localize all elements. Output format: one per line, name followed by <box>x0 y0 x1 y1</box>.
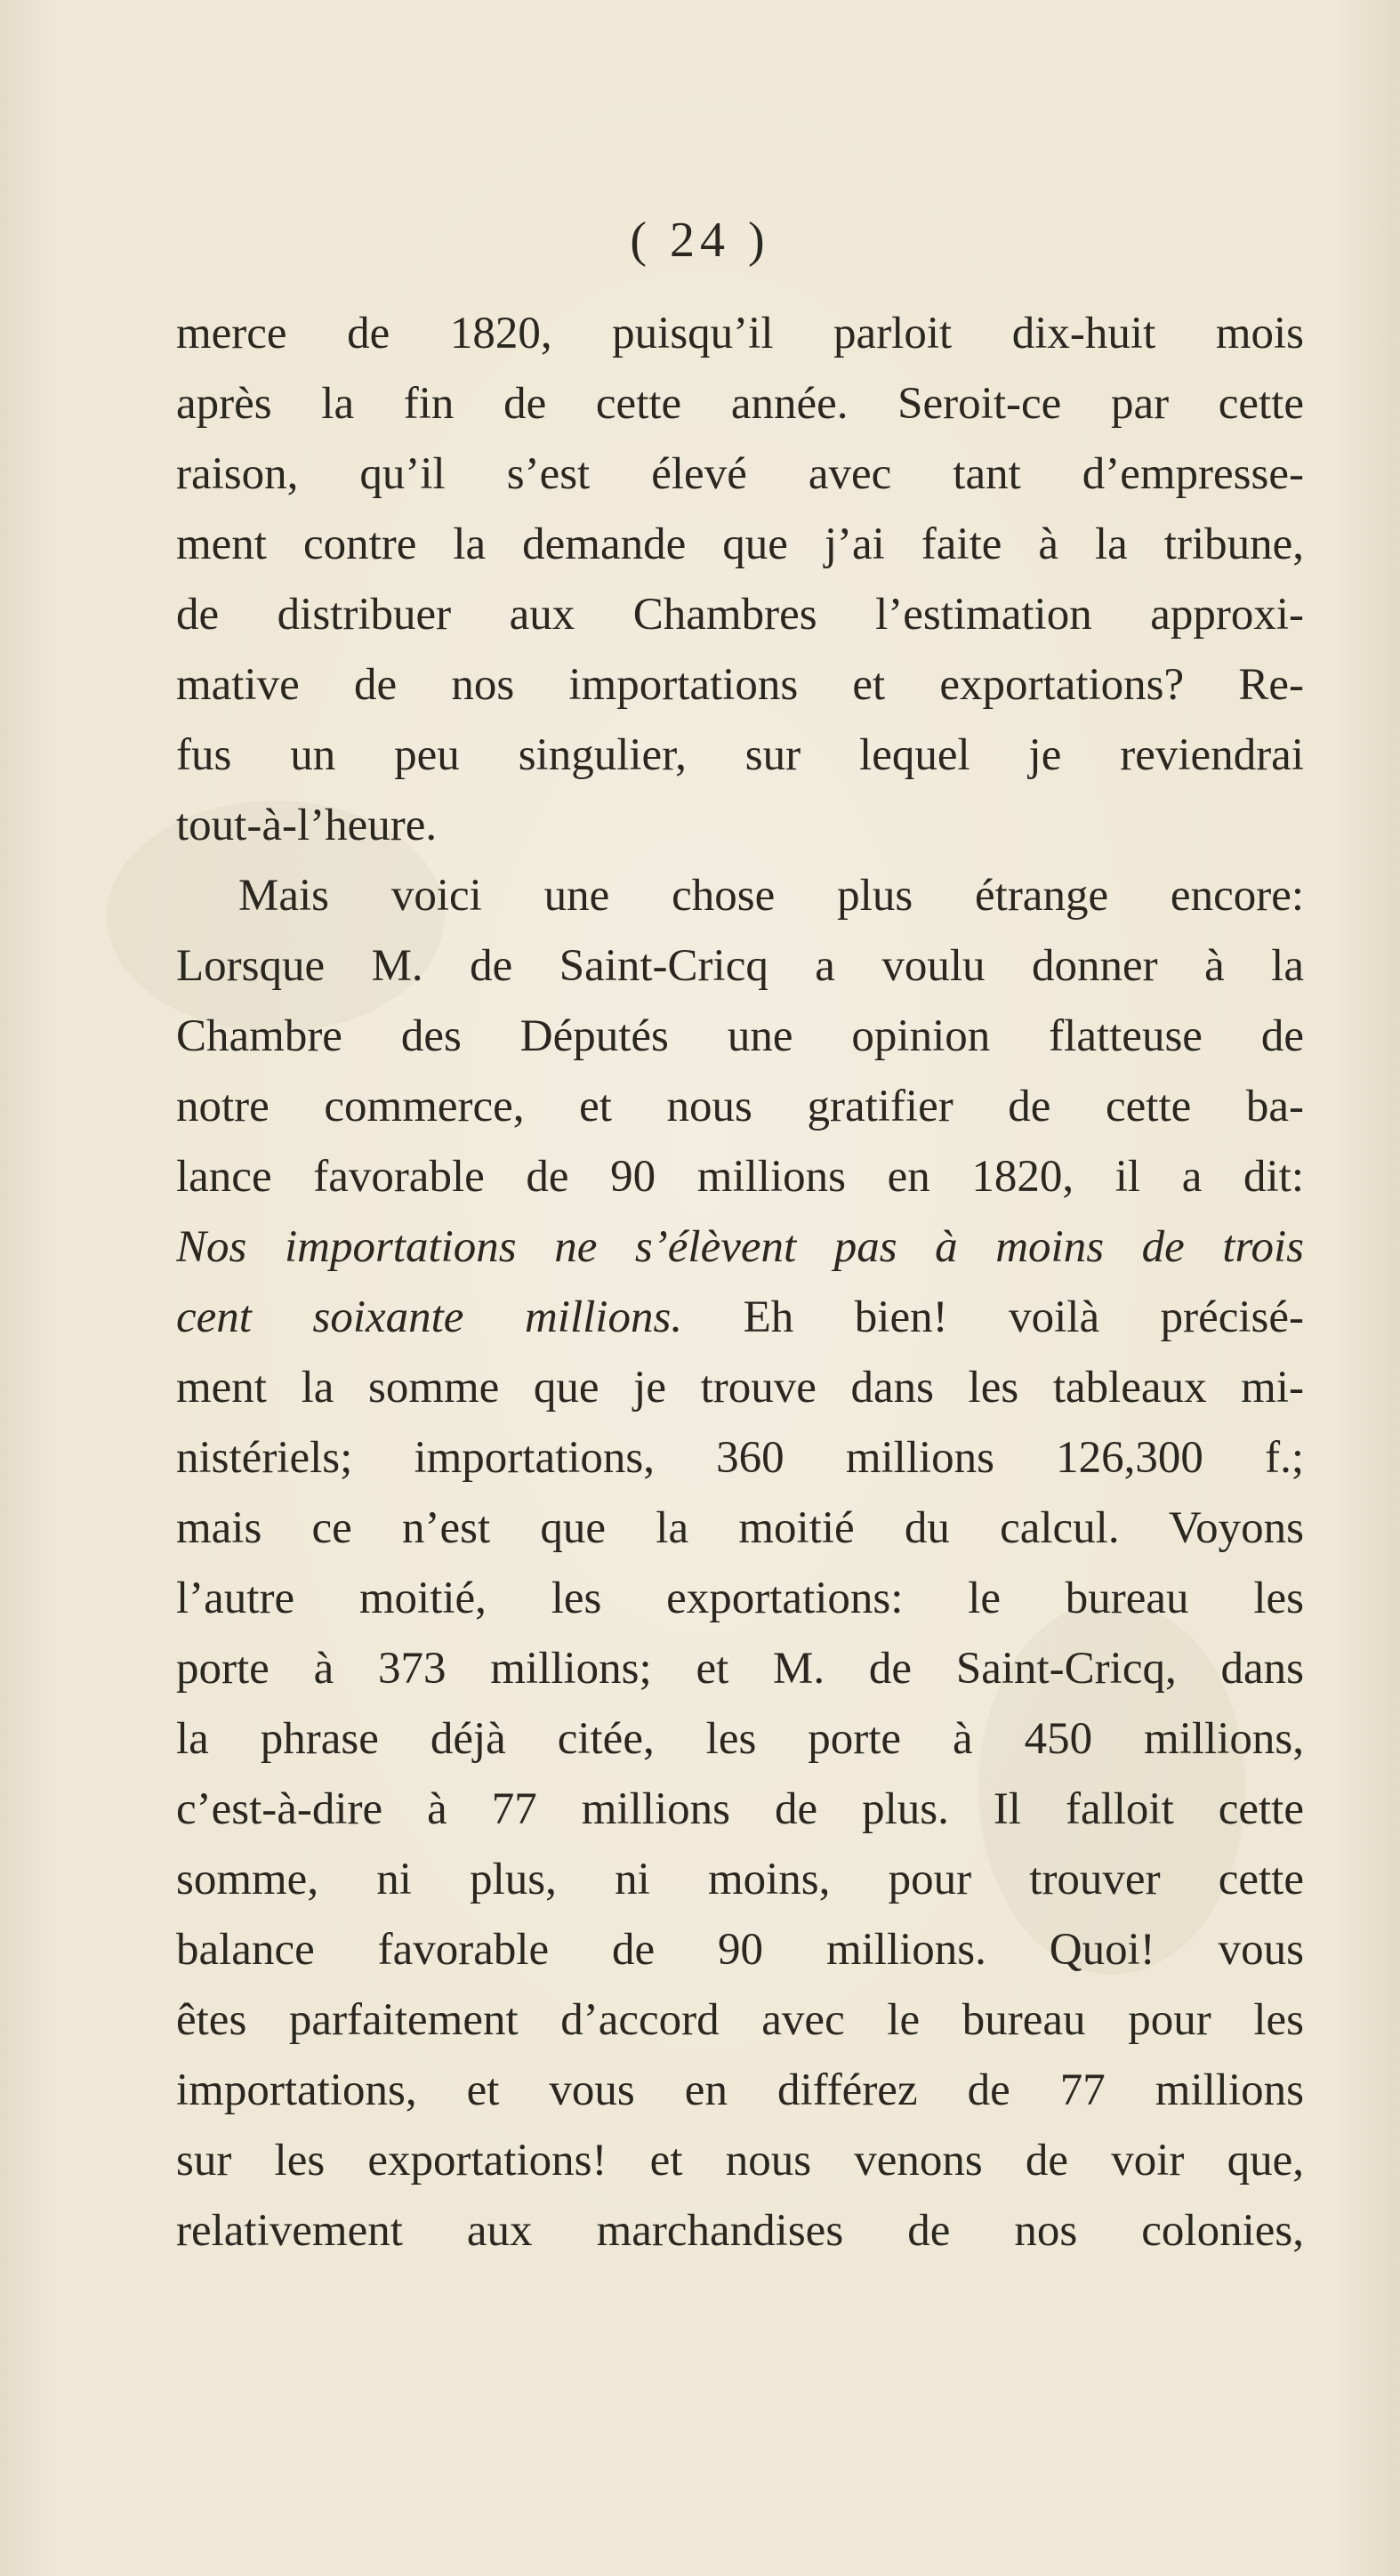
text-line: balance favorable de 90 millions. Quoi! vous <box>176 1925 1304 1975</box>
text-line: Chambre des Députés une opinion flatteuse de <box>176 1011 1304 1061</box>
page-number: ( 24 ) <box>630 213 770 268</box>
text-line: lance favorable de 90 millions en 1820, il a dit: <box>176 1152 1304 1202</box>
text-line: notre commerce, et nous gratifier de cette ba- <box>176 1082 1304 1131</box>
text-line: après la fin de cette année. Seroit-ce par cette <box>176 379 1304 429</box>
text-line: mative de nos importations et exportations? Re- <box>176 660 1304 710</box>
text-line: ment contre la demande que j’ai faite à la tribune, <box>176 519 1304 569</box>
text-line: fus un peu singulier, sur lequel je reviendrai <box>176 730 1304 780</box>
body-text <box>176 299 1304 2266</box>
text-line: de distribuer aux Chambres l’estimation approxi- <box>176 590 1304 640</box>
mixed-line <box>176 1283 1304 1353</box>
text-line: raison, qu’il s’est élevé avec tant d’empresse- <box>176 449 1304 499</box>
text-run: Eh bien! voilà précisé- <box>682 1292 1304 1342</box>
text-line: somme, ni plus, ni moins, pour trouver cette <box>176 1855 1304 1904</box>
text-line: mais ce n’est que la moitié du calcul. Voyons <box>176 1503 1304 1553</box>
italic-quote-line: Nos importations ne s’élèvent pas à moins de trois <box>176 1222 1304 1272</box>
text-line: merce de 1820, puisqu’il parloit dix-huit mois <box>176 309 1304 358</box>
text-line: c’est-à-dire à 77 millions de plus. Il falloit cette <box>176 1784 1304 1834</box>
text-line: nistériels; importations, 360 millions 126,300 f.; <box>176 1433 1304 1483</box>
text-line: relativement aux marchandises de nos colonies, <box>176 2206 1304 2256</box>
text-line: la phrase déjà citée, les porte à 450 millions, <box>176 1714 1304 1764</box>
paragraph-end-line: tout-à-l’heure. <box>176 801 438 850</box>
text-line: l’autre moitié, les exportations: le bureau les <box>176 1574 1304 1623</box>
paragraph-start-line: Mais voici une chose plus étrange encore: <box>238 871 1304 921</box>
text-line: importations, et vous en différez de 77 millions <box>176 2065 1304 2115</box>
text-line: sur les exportations! et nous venons de voir que, <box>176 2136 1304 2186</box>
text-line: ment la somme que je trouve dans les tableaux mi- <box>176 1363 1304 1413</box>
text-line: êtes parfaitement d’accord avec le bureau pour les <box>176 1995 1304 2045</box>
italic-quote-end: cent soixante millions. <box>176 1292 683 1342</box>
text-line: porte à 373 millions; et M. de Saint-Cricq, dans <box>176 1644 1304 1694</box>
text-line: Lorsque M. de Saint-Cricq a voulu donner à la <box>176 941 1304 991</box>
